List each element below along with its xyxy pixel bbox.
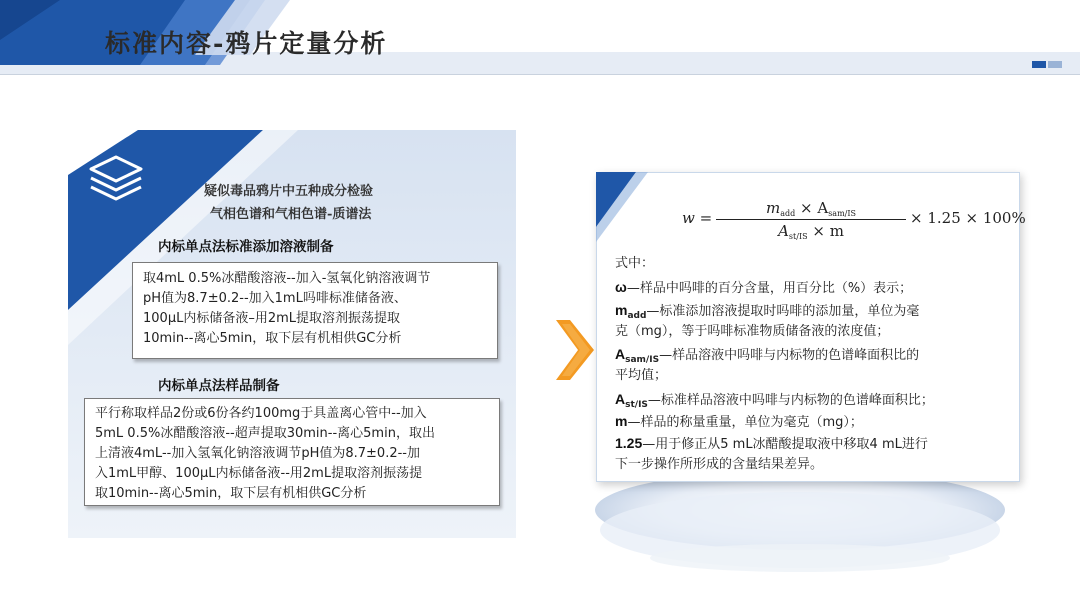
formula-fraction [716,198,906,241]
section2-textbox [84,398,500,506]
section2-line: 5mL 0.5%冰醋酸溶液--超声提取30min--离心5min，取出 [95,426,435,441]
definition-line: 克（mg），等于吗啡标准物质储备液的浓度值； [615,324,890,339]
definition-line: $m_{add}—$标准添加溶液提取时吗啡的添加量，单位为毫 [615,302,920,321]
method-subtitle-2: 气相色谱和气相色谱-质谱法 [210,207,372,222]
section1-line: 取4mL 0.5%冰醋酸溶液--加入-氢氧化钠溶液调节 [143,271,431,286]
card-pedestal [590,470,1010,580]
definition-line: $A_{sam/IS}—$样品溶液中吗啡与内标物的色谱峰面积比的 [615,346,920,365]
definition-line: $A_{st/IS}—$标准样品溶液中吗啡与内标物的色谱峰面积比； [615,391,934,410]
layers-icon [86,152,146,207]
section1-line: 100μL内标储备液–用2mL提取溶剂振荡提取 [143,311,401,326]
definition-line: ω—样品中吗啡的百分含量，用百分比（%）表示； [615,279,913,296]
definition-line: m—样品的称量重量，单位为毫克（mg）； [615,413,863,430]
definition-line: 平均值； [615,368,668,383]
section2-line: 取10min--离心5min，取下层有机相供GC分析 [95,486,367,501]
section1-line: pH值为8.7±0.2--加入1mL吗啡标准储备液、 [143,291,407,306]
card-corner-decoration [596,172,666,252]
section2-line: 平行称取样品2份或6份各约100mg于具盖离心管中--加入 [95,406,427,421]
chevron-right-icon [556,320,594,380]
formula-denominator: $A_{st/IS} \times m$ [778,222,844,241]
formula-numerator: $m_{add} \times A_{sam/IS}$ [766,199,856,218]
section2-line: 入1mL甲醇、100μL内标储备液--用2mL提取溶剂振荡提 [95,466,423,481]
section1-title: 内标单点法标准添加溶液制备 [158,239,334,255]
page-title: 标准内容-鸦片定量分析 [105,29,388,58]
corner-mark-light [1048,61,1062,68]
title-divider [0,74,1080,75]
section2-title: 内标单点法样品制备 [158,378,280,394]
corner-mark-dark [1032,61,1046,68]
formula-tail: × 1.25 × 100% [910,209,1026,227]
section1-textbox [132,262,498,359]
definition-line: 1.25—用于修正从5 mL冰醋酸提取液中移取4 mL进行 [615,435,928,452]
definitions-intro: 式中： [615,256,655,271]
section1-line: 10min--离心5min，取下层有机相供GC分析 [143,331,402,346]
definition-line: 下一步操作所形成的含量结果差异。 [615,457,824,472]
fraction-bar [716,219,906,220]
section2-line: 上清液4mL--加入氢氧化钠溶液调节pH值为8.7±0.2--加 [95,446,420,461]
method-subtitle-1: 疑似毒品鸦片中五种成分检验 [204,184,374,199]
formula-lhs: w = [682,209,713,227]
formula [682,198,1026,242]
